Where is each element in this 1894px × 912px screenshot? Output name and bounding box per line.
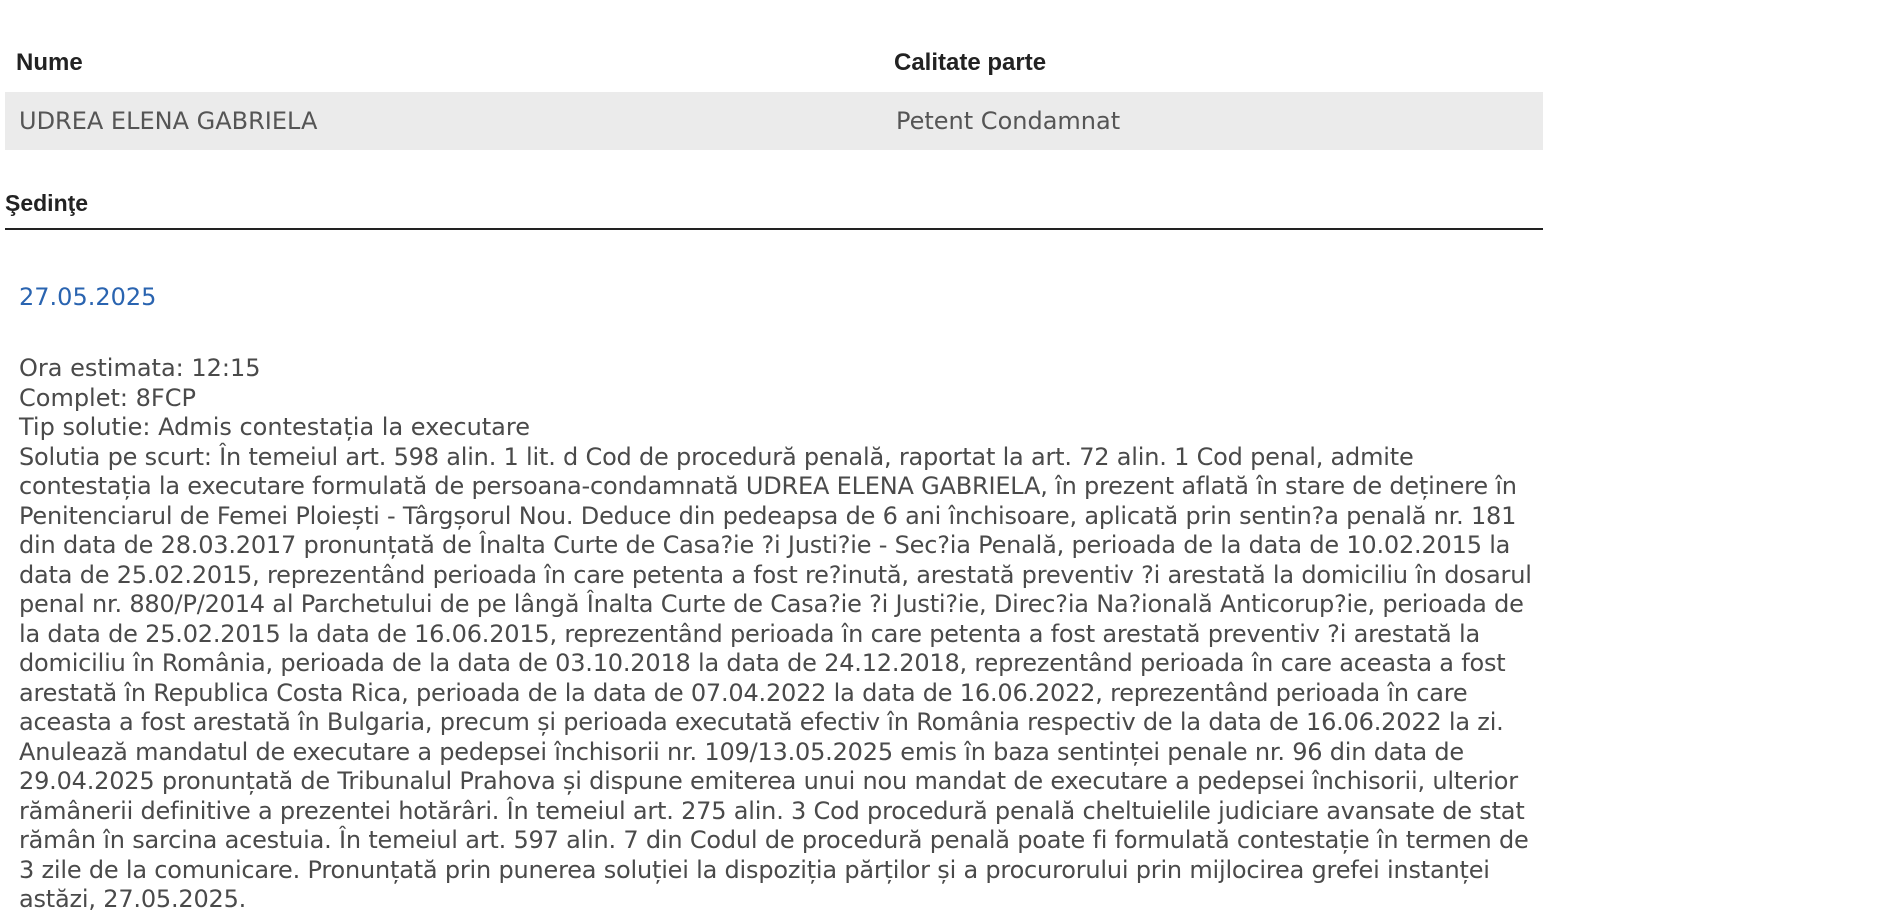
hearing-details <box>19 354 1539 912</box>
party-role: Petent Condamnat <box>896 107 1121 135</box>
hearing-entry <box>19 280 1539 912</box>
hearings-section-title: Şedinţe <box>5 190 89 216</box>
parties-table <box>5 34 1543 150</box>
hearing-estimated-time: Ora estimata: 12:15 <box>19 354 261 382</box>
hearing-date: 27.05.2025 <box>19 283 157 311</box>
parties-table-header <box>5 34 1543 92</box>
hearing-solution-type: Tip solutie: Admis contestația la executare <box>19 413 530 441</box>
hearing-solution-summary: Solutia pe scurt: În temeiul art. 598 alin. 1 lit. d Cod de procedură penală, raportat la art. 72 alin. 1 Cod penal, admite contestația la executare formulată de persoana-condamnată UDREA ELENA GABRIELA, în prezent aflată în stare de deținere în Penitenciarul de Femei Ploiești - Târgșorul Nou. Deduce din pedeapsa de 6 ani închisoare, aplicată prin sentin?a penală nr. 181 din data de 28.03.2017 pronunțată de Înalta Curte de Casa?ie ?i Justi?ie - Sec?ia Penală, perioada de la data de 10.02.2015 la data de 25.02.2015, reprezentând perioada în care petenta a fost re?inută, arestată preventiv ?i arestată la domiciliu în dosarul penal nr. 880/P/2014 al Parchetului de pe lângă Înalta Curte de Casa?ie ?i Justi?ie, Direc?ia Na?ională Anticorup?ie, perioada de la data de 25.02.2015 la data de 16.06.2015, reprezentând perioada în care petenta a fost arestată preventiv ?i arestată la domiciliu în România, perioada de la data de 03.10.2018 la data de 24.12.2018, reprezentând perioada în care aceasta a fost arestată în Republica Costa Rica, perioada de la data de 07.04.2022 la data de 16.06.2022, reprezentând perioada în care aceasta a fost arestată în Bulgaria, precum și perioada executată efectiv în România respectiv de la data de 16.06.2022 la zi. Anulează mandatul de executare a pedepsei închisorii nr. 109/13.05.2025 emis în baza sentinței penale nr. 96 din data de 29.04.2025 pronunțată de Tribunalul Prahova și dispune emiterea unui nou mandat de executare a pedepsei închisorii, ulterior rămânerii definitive a prezentei hotărâri. În temeiul art. 275 alin. 3 Cod procedură penală cheltuielile judiciare avansate de stat rămân în sarcina acestuia. În temeiul art. 597 alin. 7 din Codul de procedură penală poate fi formulată contestație în termen de 3 zile de la comunicare. Pronunțată prin punerea soluției la dispoziția părților și a procurorului prin mijlocirea grefei instanței astăzi, 27.05.2025. <box>19 442 1532 912</box>
hearing-panel: Complet: 8FCP <box>19 383 196 412</box>
party-name: UDREA ELENA GABRIELA <box>19 107 318 135</box>
column-header-role: Calitate parte <box>894 49 1047 76</box>
column-header-name: Nume <box>16 49 83 76</box>
section-divider <box>5 228 1543 230</box>
table-row <box>5 92 1543 150</box>
